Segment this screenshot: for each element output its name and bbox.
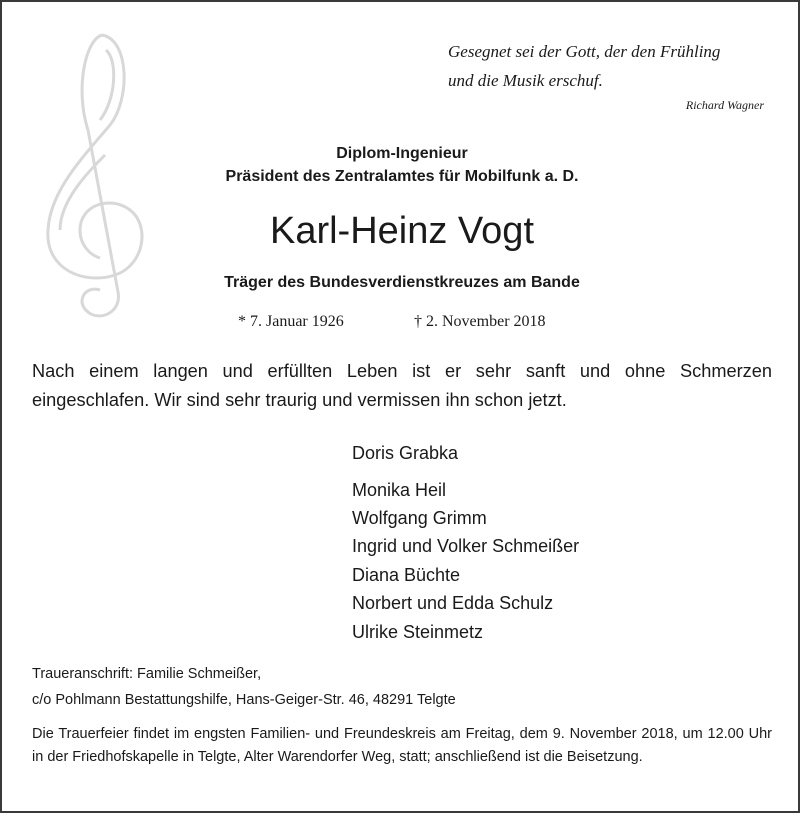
mourner: Wolfgang Grimm bbox=[352, 508, 487, 528]
academic-title: Diplom-Ingenieur bbox=[336, 145, 468, 162]
death-date: † 2. November 2018 bbox=[414, 313, 546, 330]
mourner: Doris Grabka bbox=[352, 443, 459, 463]
quote-line-1: Gesegnet sei der Gott, der den Frühling bbox=[448, 42, 721, 61]
mourner: Ulrike Steinmetz bbox=[352, 622, 484, 642]
mourner: Monika Heil bbox=[352, 480, 447, 500]
mourner: Diana Büchte bbox=[352, 565, 461, 585]
deceased-name: Karl-Heinz Vogt bbox=[269, 210, 534, 252]
address-line-2: c/o Pohlmann Bestattungshilfe, Hans-Geiger-Str. 46, 48291 Telgte bbox=[32, 692, 456, 708]
mourner: Ingrid und Volker Schmeißer bbox=[352, 536, 580, 556]
position-title: Präsident des Zentralamtes für Mobilfunk a. D. bbox=[225, 168, 579, 185]
honor: Träger des Bundesverdienstkreuzes am Bande bbox=[224, 274, 580, 291]
quote bbox=[448, 37, 720, 95]
address-line-1: Traueranschrift: Familie Schmeißer, bbox=[32, 666, 262, 682]
quote-author: Richard Wagner bbox=[685, 98, 764, 112]
birth-date: * 7. Januar 1926 bbox=[238, 313, 344, 330]
mourner: Norbert und Edda Schulz bbox=[352, 593, 554, 613]
ceremony-info: Die Trauerfeier findet im engsten Familien- und Freundeskreis am Freitag, dem 9. November 2018, um 12.00 Uhr in der Friedhofskapelle in Telgte, Alter Warendorfer Weg, statt; anschließend ist die Beisetzung. bbox=[32, 726, 772, 765]
message-text: Nach einem langen und erfüllten Leben ist er sehr sanft und ohne Schmerzen eingeschlafen. Wir sind sehr traurig und vermissen ihn schon jetzt. bbox=[32, 361, 772, 410]
quote-line-2: und die Musik erschuf. bbox=[448, 71, 603, 90]
